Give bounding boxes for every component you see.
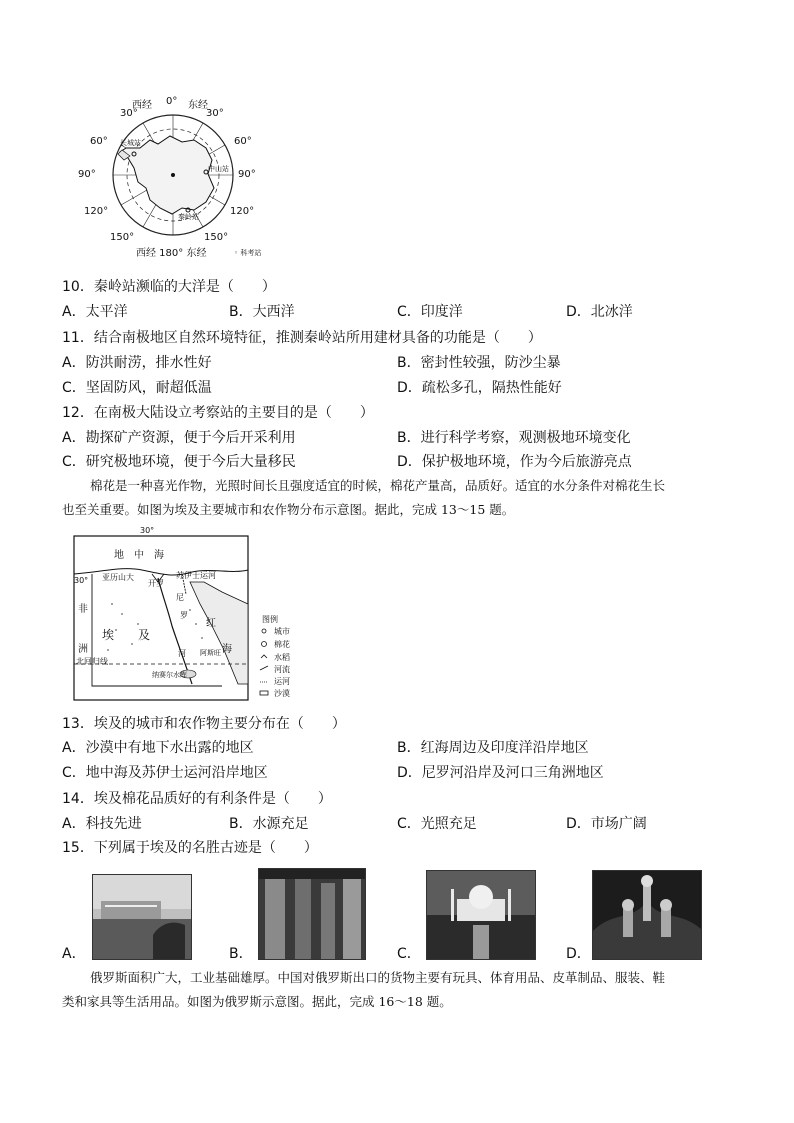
label-nasser: 纳赛尔水库 bbox=[152, 671, 187, 679]
antarctic-map bbox=[78, 96, 278, 258]
q10-option-b: B．大西洋 bbox=[229, 304, 295, 320]
label-30-left: 30° bbox=[120, 108, 138, 119]
label-alexandria: 亚历山大 bbox=[102, 573, 134, 582]
question-13-stem: 13．埃及的城市和农作物主要分布在（ ） bbox=[62, 716, 346, 732]
label-lon-30: 30° bbox=[74, 576, 89, 585]
station-changcheng: 长城站 bbox=[120, 139, 141, 147]
passage-2-line-2: 类和家具等生活用品。如图为俄罗斯示意图。据此，完成 16～18 题。 bbox=[62, 994, 452, 1009]
label-nile-3: 河 bbox=[178, 649, 186, 658]
label-mediterranean: 地 中 海 bbox=[114, 550, 164, 561]
q10-option-d: D．北冰洋 bbox=[566, 304, 633, 320]
map-legend: ◦ 科考站 bbox=[234, 249, 262, 257]
q14-option-d: D．市场广阔 bbox=[566, 816, 647, 832]
q12-option-a: A．勘探矿产资源，便于今后开采利用 bbox=[62, 430, 296, 446]
photo-c-domed-palace bbox=[426, 870, 536, 960]
label-lat-30: 30° bbox=[140, 526, 155, 535]
legend-river: 河流 bbox=[274, 665, 290, 674]
q15-option-d: D． bbox=[566, 946, 591, 962]
label-0: 0° bbox=[166, 96, 178, 107]
legend-rice: 水稻 bbox=[274, 653, 290, 662]
label-aswan: 阿斯旺 bbox=[200, 649, 221, 657]
question-14-stem: 14．埃及棉花品质好的有利条件是（ ） bbox=[62, 791, 332, 807]
question-11-stem: 11．结合南极地区自然环境特征，推测秦岭站所用建材具备的功能是（ ） bbox=[62, 330, 542, 346]
legend-title: 图例 bbox=[262, 615, 278, 624]
label-africa-2: 洲 bbox=[78, 644, 88, 655]
label-west-0: 西经 bbox=[132, 100, 152, 111]
photo-b-temple-columns bbox=[258, 868, 366, 960]
q10-option-c: C．印度洋 bbox=[397, 304, 463, 320]
label-east-0: 东经 bbox=[188, 100, 208, 111]
legend-desert: 沙漠 bbox=[274, 689, 290, 698]
label-nile-1: 尼 bbox=[176, 593, 184, 602]
passage-1-line-2: 也至关重要。如图为埃及主要城市和农作物分布示意图。据此，完成 13～15 题。 bbox=[62, 502, 515, 517]
label-60-right: 60° bbox=[234, 136, 252, 147]
q15-option-b: B． bbox=[229, 946, 253, 962]
question-10-stem: 10．秦岭站濒临的大洋是（ ） bbox=[62, 279, 276, 295]
label-suez: 苏伊士运河 bbox=[176, 571, 216, 580]
q13-option-b: B．红海周边及印度洋沿岸地区 bbox=[397, 740, 589, 756]
q12-option-b: B．进行科学考察，观测极地环境变化 bbox=[397, 430, 631, 446]
legend-canal: 运河 bbox=[274, 677, 290, 686]
passage-2-line-1: 俄罗斯面积广大，工业基础雄厚。中国对俄罗斯出口的货物主要有玩具、体育用品、皮革制品、服装、鞋 bbox=[90, 970, 666, 985]
label-tropic: 北回归线 bbox=[76, 657, 108, 666]
q12-option-c: C．研究极地环境，便于今后大量移民 bbox=[62, 454, 296, 470]
q13-option-c: C．地中海及苏伊士运河沿岸地区 bbox=[62, 765, 268, 781]
passage-1 bbox=[62, 474, 742, 522]
q15-option-a: A． bbox=[62, 946, 86, 962]
q11-option-d: D．疏松多孔，隔热性能好 bbox=[397, 380, 562, 396]
q11-option-c: C．坚固防风，耐超低温 bbox=[62, 380, 212, 396]
q11-option-a: A．防洪耐涝，排水性好 bbox=[62, 355, 212, 371]
label-redsea-2: 海 bbox=[222, 644, 232, 655]
label-120-right: 120° bbox=[230, 206, 255, 217]
question-15-stem: 15．下列属于埃及的名胜古迹是（ ） bbox=[62, 840, 318, 856]
station-qinling: 秦岭站 bbox=[178, 213, 199, 221]
label-egypt: 埃 及 bbox=[102, 628, 151, 642]
q14-option-b: B．水源充足 bbox=[229, 816, 309, 832]
station-zhongshan: 中山站 bbox=[208, 165, 229, 173]
label-africa-1: 非 bbox=[78, 604, 88, 615]
photo-d-onion-dome-cathedral bbox=[592, 870, 702, 960]
label-cairo: 开罗 bbox=[148, 579, 164, 588]
label-90-left: 90° bbox=[78, 169, 96, 180]
question-12-stem: 12．在南极大陆设立考察站的主要目的是（ ） bbox=[62, 405, 374, 421]
q14-option-a: A．科技先进 bbox=[62, 816, 142, 832]
legend-city: 城市 bbox=[274, 627, 290, 636]
q15-option-c: C． bbox=[397, 946, 421, 962]
passage-1-line-1: 棉花是一种喜光作物，光照时间长且强度适宜的时候，棉花产量高，品质好。适宜的水分条件对棉花生长 bbox=[90, 478, 666, 493]
q10-option-a: A．太平洋 bbox=[62, 304, 128, 320]
label-bottom: 西经 180° 东经 bbox=[136, 248, 207, 259]
q13-option-a: A．沙漠中有地下水出露的地区 bbox=[62, 740, 254, 756]
label-redsea-1: 红 bbox=[206, 618, 216, 629]
legend-cotton: 棉花 bbox=[274, 640, 290, 649]
label-150-right: 150° bbox=[204, 232, 229, 243]
label-120-left: 120° bbox=[84, 206, 109, 217]
label-90-right: 90° bbox=[238, 169, 256, 180]
q11-option-b: B．密封性较强，防沙尘暴 bbox=[397, 355, 561, 371]
label-150-left: 150° bbox=[110, 232, 135, 243]
q13-option-d: D．尼罗河沿岸及河口三角洲地区 bbox=[397, 765, 604, 781]
passage-2 bbox=[62, 966, 742, 1014]
egypt-map bbox=[72, 526, 304, 702]
label-30-right: 30° bbox=[206, 108, 224, 119]
label-60-left: 60° bbox=[90, 136, 108, 147]
q12-option-d: D．保护极地环境，作为今后旅游亮点 bbox=[397, 454, 632, 470]
q14-option-c: C．光照充足 bbox=[397, 816, 477, 832]
photo-a-building-waterfront bbox=[92, 874, 192, 960]
label-nile-2: 罗 bbox=[180, 611, 188, 620]
